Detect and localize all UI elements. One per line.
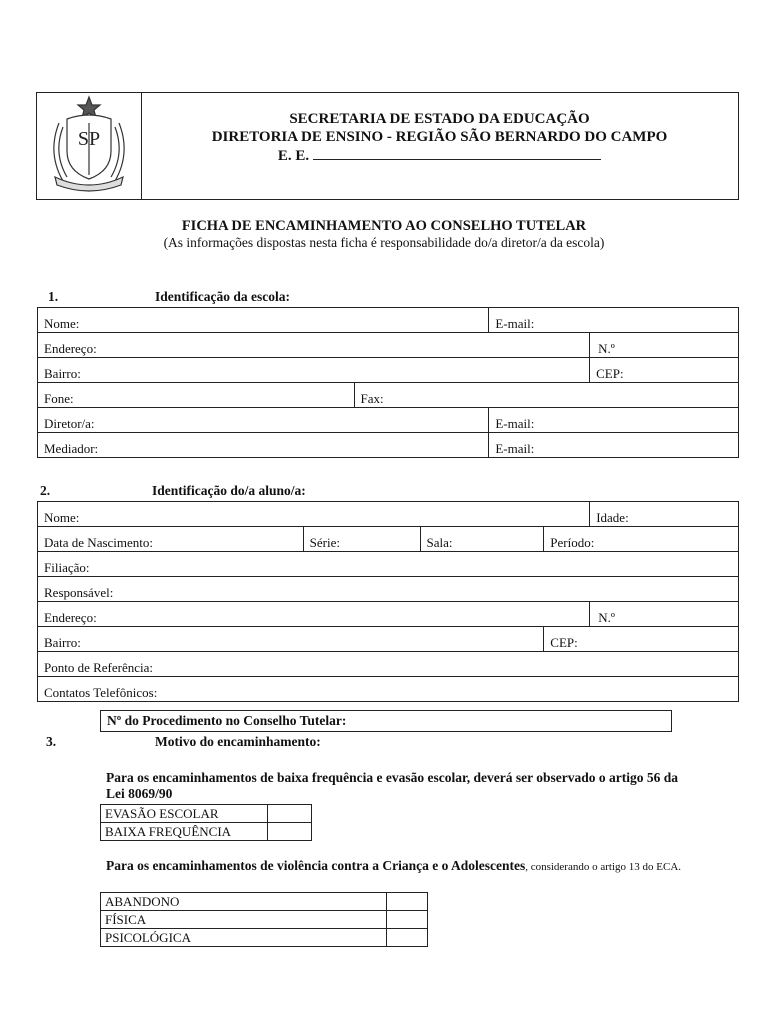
- truancy-options-table: [100, 804, 312, 841]
- form-title: FICHA DE ENCAMINHAMENTO AO CONSELHO TUTELAR: [181, 218, 587, 234]
- school-phone-field[interactable]: Fone:: [38, 383, 355, 408]
- classroom-field[interactable]: Sala:: [420, 527, 544, 552]
- student-id-table: [37, 501, 739, 702]
- school-address-field[interactable]: Endereço:: [38, 333, 590, 358]
- header-line1: SECRETARIA DE ESTADO DA EDUCAÇÃO: [289, 111, 590, 127]
- school-email-field[interactable]: E-mail:: [489, 308, 739, 333]
- school-cep-field[interactable]: CEP:: [590, 358, 739, 383]
- option-evasao-checkbox[interactable]: [268, 805, 312, 823]
- logo-cell: [37, 93, 142, 199]
- violence-instructions-bold: Para os encaminhamentos de violência contra a Criança e o Adolescentes: [106, 858, 526, 873]
- mediator-field[interactable]: Mediador:: [38, 433, 489, 458]
- period-field[interactable]: Período:: [544, 527, 739, 552]
- student-address-field[interactable]: Endereço:: [38, 602, 590, 627]
- grade-field[interactable]: Série:: [303, 527, 420, 552]
- school-district-field[interactable]: Bairro:: [38, 358, 590, 383]
- option-psicologica-label: PSICOLÓGICA: [101, 929, 387, 947]
- option-fisica-checkbox[interactable]: [387, 911, 428, 929]
- option-fisica-label: FÍSICA: [101, 911, 387, 929]
- header-line2: DIRETORIA DE ENSINO - REGIÃO SÃO BERNARDO DO CAMPO: [211, 129, 668, 145]
- director-field[interactable]: Diretor/a:: [38, 408, 489, 433]
- section1-number: 1.: [48, 289, 59, 304]
- section2-number: 2.: [40, 483, 51, 498]
- school-id-table: [37, 307, 739, 458]
- section3-number: 3.: [46, 734, 57, 749]
- student-age-field[interactable]: Idade:: [590, 502, 739, 527]
- parentage-field[interactable]: Filiação:: [38, 552, 739, 577]
- mediator-email-field[interactable]: E-mail:: [489, 433, 739, 458]
- section1-label: Identificação da escola:: [155, 289, 290, 304]
- reference-point-field[interactable]: Ponto de Referência:: [38, 652, 739, 677]
- phone-contacts-field[interactable]: Contatos Telefônicos:: [38, 677, 739, 702]
- birthdate-field[interactable]: Data de Nascimento:: [38, 527, 304, 552]
- student-district-field[interactable]: Bairro:: [38, 627, 544, 652]
- svg-text:SP: SP: [77, 128, 101, 150]
- school-number-field[interactable]: N.º: [590, 333, 739, 358]
- student-name-field[interactable]: Nome:: [38, 502, 590, 527]
- header-line3: [141, 146, 738, 165]
- header-text: [141, 110, 738, 165]
- option-baixa-frequencia-label: BAIXA FREQUÊNCIA: [101, 823, 268, 841]
- director-email-field[interactable]: E-mail:: [489, 408, 739, 433]
- form-subtitle: (As informações dispostas nesta ficha é responsabilidade do/a diretor/a da escola): [163, 235, 605, 250]
- student-number-field[interactable]: N.º: [590, 602, 739, 627]
- ee-blank-line[interactable]: [313, 146, 601, 160]
- guardian-field[interactable]: Responsável:: [38, 577, 739, 602]
- violence-instructions: [106, 858, 686, 875]
- option-abandono-checkbox[interactable]: [387, 893, 428, 911]
- ee-label: E. E.: [277, 148, 310, 164]
- school-fax-field[interactable]: Fax:: [354, 383, 738, 408]
- section2-label: Identificação do/a aluno/a:: [152, 483, 306, 498]
- option-abandono-label: ABANDONO: [101, 893, 387, 911]
- option-evasao-label: EVASÃO ESCOLAR: [101, 805, 268, 823]
- student-cep-field[interactable]: CEP:: [544, 627, 739, 652]
- truancy-instructions: Para os encaminhamentos de baixa frequência e evasão escolar, deverá ser observado o artigo 56 da Lei 8069/90: [106, 770, 678, 801]
- sp-coat-of-arms-icon: [37, 93, 141, 199]
- section3-label: Motivo do encaminhamento:: [155, 734, 321, 749]
- option-baixa-frequencia-checkbox[interactable]: [268, 823, 312, 841]
- violence-instructions-note: , considerando o artigo 13 do ECA.: [525, 861, 682, 873]
- violence-options-table: [100, 892, 428, 947]
- procedure-number-field[interactable]: Nº do Procedimento no Conselho Tutelar:: [100, 710, 672, 732]
- option-psicologica-checkbox[interactable]: [387, 929, 428, 947]
- header-box: [36, 92, 739, 200]
- school-name-field[interactable]: Nome:: [38, 308, 489, 333]
